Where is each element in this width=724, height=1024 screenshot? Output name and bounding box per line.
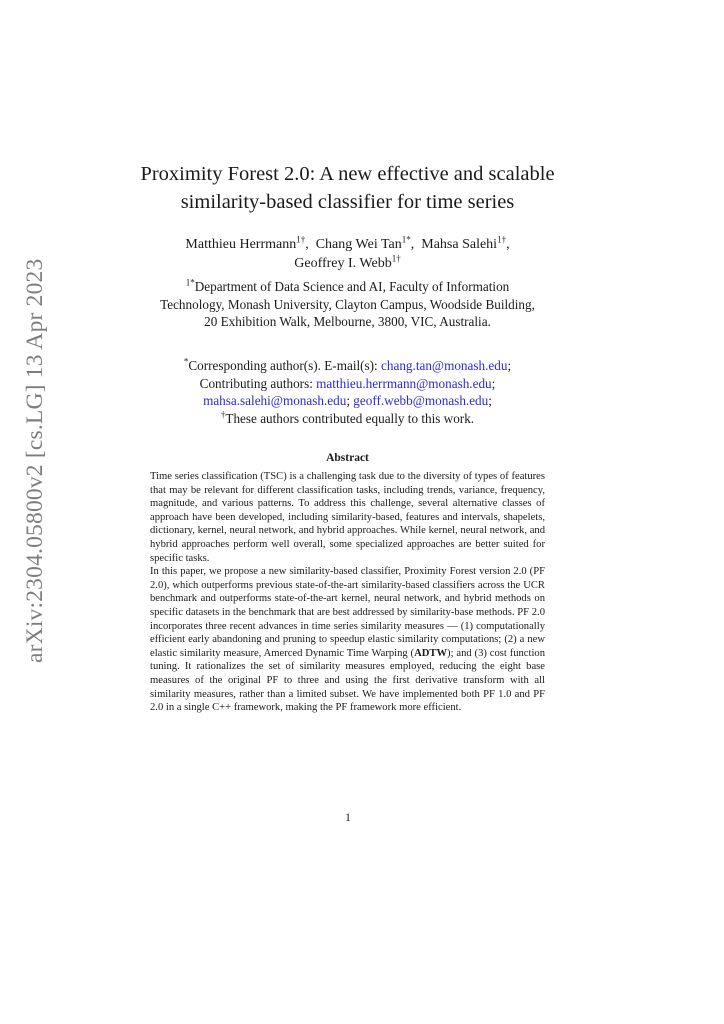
corresponding-label: Corresponding author(s). E-mail(s): xyxy=(188,358,382,373)
page-number: 1 xyxy=(345,812,351,824)
author-name: Matthieu Herrmann xyxy=(185,237,297,252)
title-line-2: similarity-based classifier for time series xyxy=(180,191,515,213)
affiliation-line-3: 20 Exhibition Walk, Melbourne, 3800, VIC, Australia. xyxy=(204,314,491,329)
author-name: Geoffrey I. Webb xyxy=(294,256,392,271)
author-list: Matthieu Herrmann$^{1\dagger}$, Chang Wei Tan$^{1*}$, Mahsa Salehi$^{1\dagger}$, Geoffrey I. Webb$^{1\dagger}$ xyxy=(185,234,510,271)
affiliation xyxy=(120,278,575,331)
affiliation-line-1: Department of Data Science and AI, Faculty of Information xyxy=(194,279,510,294)
email-link[interactable]: mahsa.salehi@monash.edu xyxy=(203,393,347,408)
corresponding-email-link[interactable]: chang.tan@monash.edu xyxy=(381,358,508,373)
author-name: Mahsa Salehi xyxy=(421,237,498,252)
author-marks: 1* xyxy=(401,234,411,245)
affiliation-marks: 1* xyxy=(185,277,195,288)
arxiv-identifier: arXiv:2304.05800v2 [cs.LG] 13 Apr 2023 xyxy=(22,258,48,663)
contributing-label: Contributing authors: xyxy=(199,375,317,391)
contact-info: *Corresponding author(s). E-mail(s): chang.tan@monash.edu; Contributing authors: matthieu.herrmann@monash.edu; mahsa.salehi@monash.edu; geoff.webb@monash.edu; †These authors contributed equally to this work. xyxy=(183,356,512,426)
abstract-heading: Abstract xyxy=(326,452,369,464)
author-name: Chang Wei Tan xyxy=(315,237,402,252)
abstract-paragraph-2: In this paper, we propose a new similarity-based classifier, Proximity Forest version 2.0 (PF 2.0), which outperforms previous state-of-the-art similarity-based classifiers across the UCR benchmark and outperforms state-of-the-art kernel, neural network, and hybrid methods on specific datasets in the benchmark that are best addressed by similarity-base methods. PF 2.0 incorporates three recent advances in time series similarity measures — (1) computationally efficient early abandoning and pruning to speedup elastic similarity computations; (2) a new elastic similarity measure, Amerced Dynamic Time Warping (ADTW); and (3) cost function tuning. It rationalizes the set of similarity measures employed, reducing the eight base measures of the original PF to three and using the first derivative transform with all similarity measures, rather than a limited subset. We have implemented both PF 1.0 and PF 2.0 in a single C++ framework, making the PF framework more efficient. xyxy=(150,566,545,714)
corresponding-mark: * xyxy=(183,356,189,367)
affiliation-line-2: Technology, Monash University, Clayton Campus, Woodside Building, xyxy=(160,296,535,312)
abstract-paragraph-1: Time series classification (TSC) is a challenging task due to the diversity of types of features that may be relevant for different classification tasks, including trends, variance, frequency, magnitude, and various patterns. To address this challenge, several alternative classes of approach have been developed, including similarity-based, features and intervals, shapelets, dictionary, kernel, neural network, and hybrid approaches. While kernel, neural network, and hybrid approaches perform well overall, some specialized approaches are better suited for specific tasks. xyxy=(150,471,545,564)
author-marks: 1† xyxy=(391,253,401,264)
email-link[interactable]: geoff.webb@monash.edu xyxy=(353,393,489,408)
equal-contribution-note: These authors contributed equally to this work. xyxy=(225,410,475,426)
title-line-1: Proximity Forest 2.0: A new effective and scalable xyxy=(140,163,555,185)
equal-contribution-mark: † xyxy=(220,409,226,420)
paper-title xyxy=(110,160,585,216)
author-marks: 1† xyxy=(497,234,507,245)
abstract-body xyxy=(150,470,545,715)
email-link[interactable]: matthieu.herrmann@monash.edu xyxy=(316,375,492,391)
adtw-bold: ADTW xyxy=(414,647,448,659)
author-marks: 1† xyxy=(296,234,306,245)
